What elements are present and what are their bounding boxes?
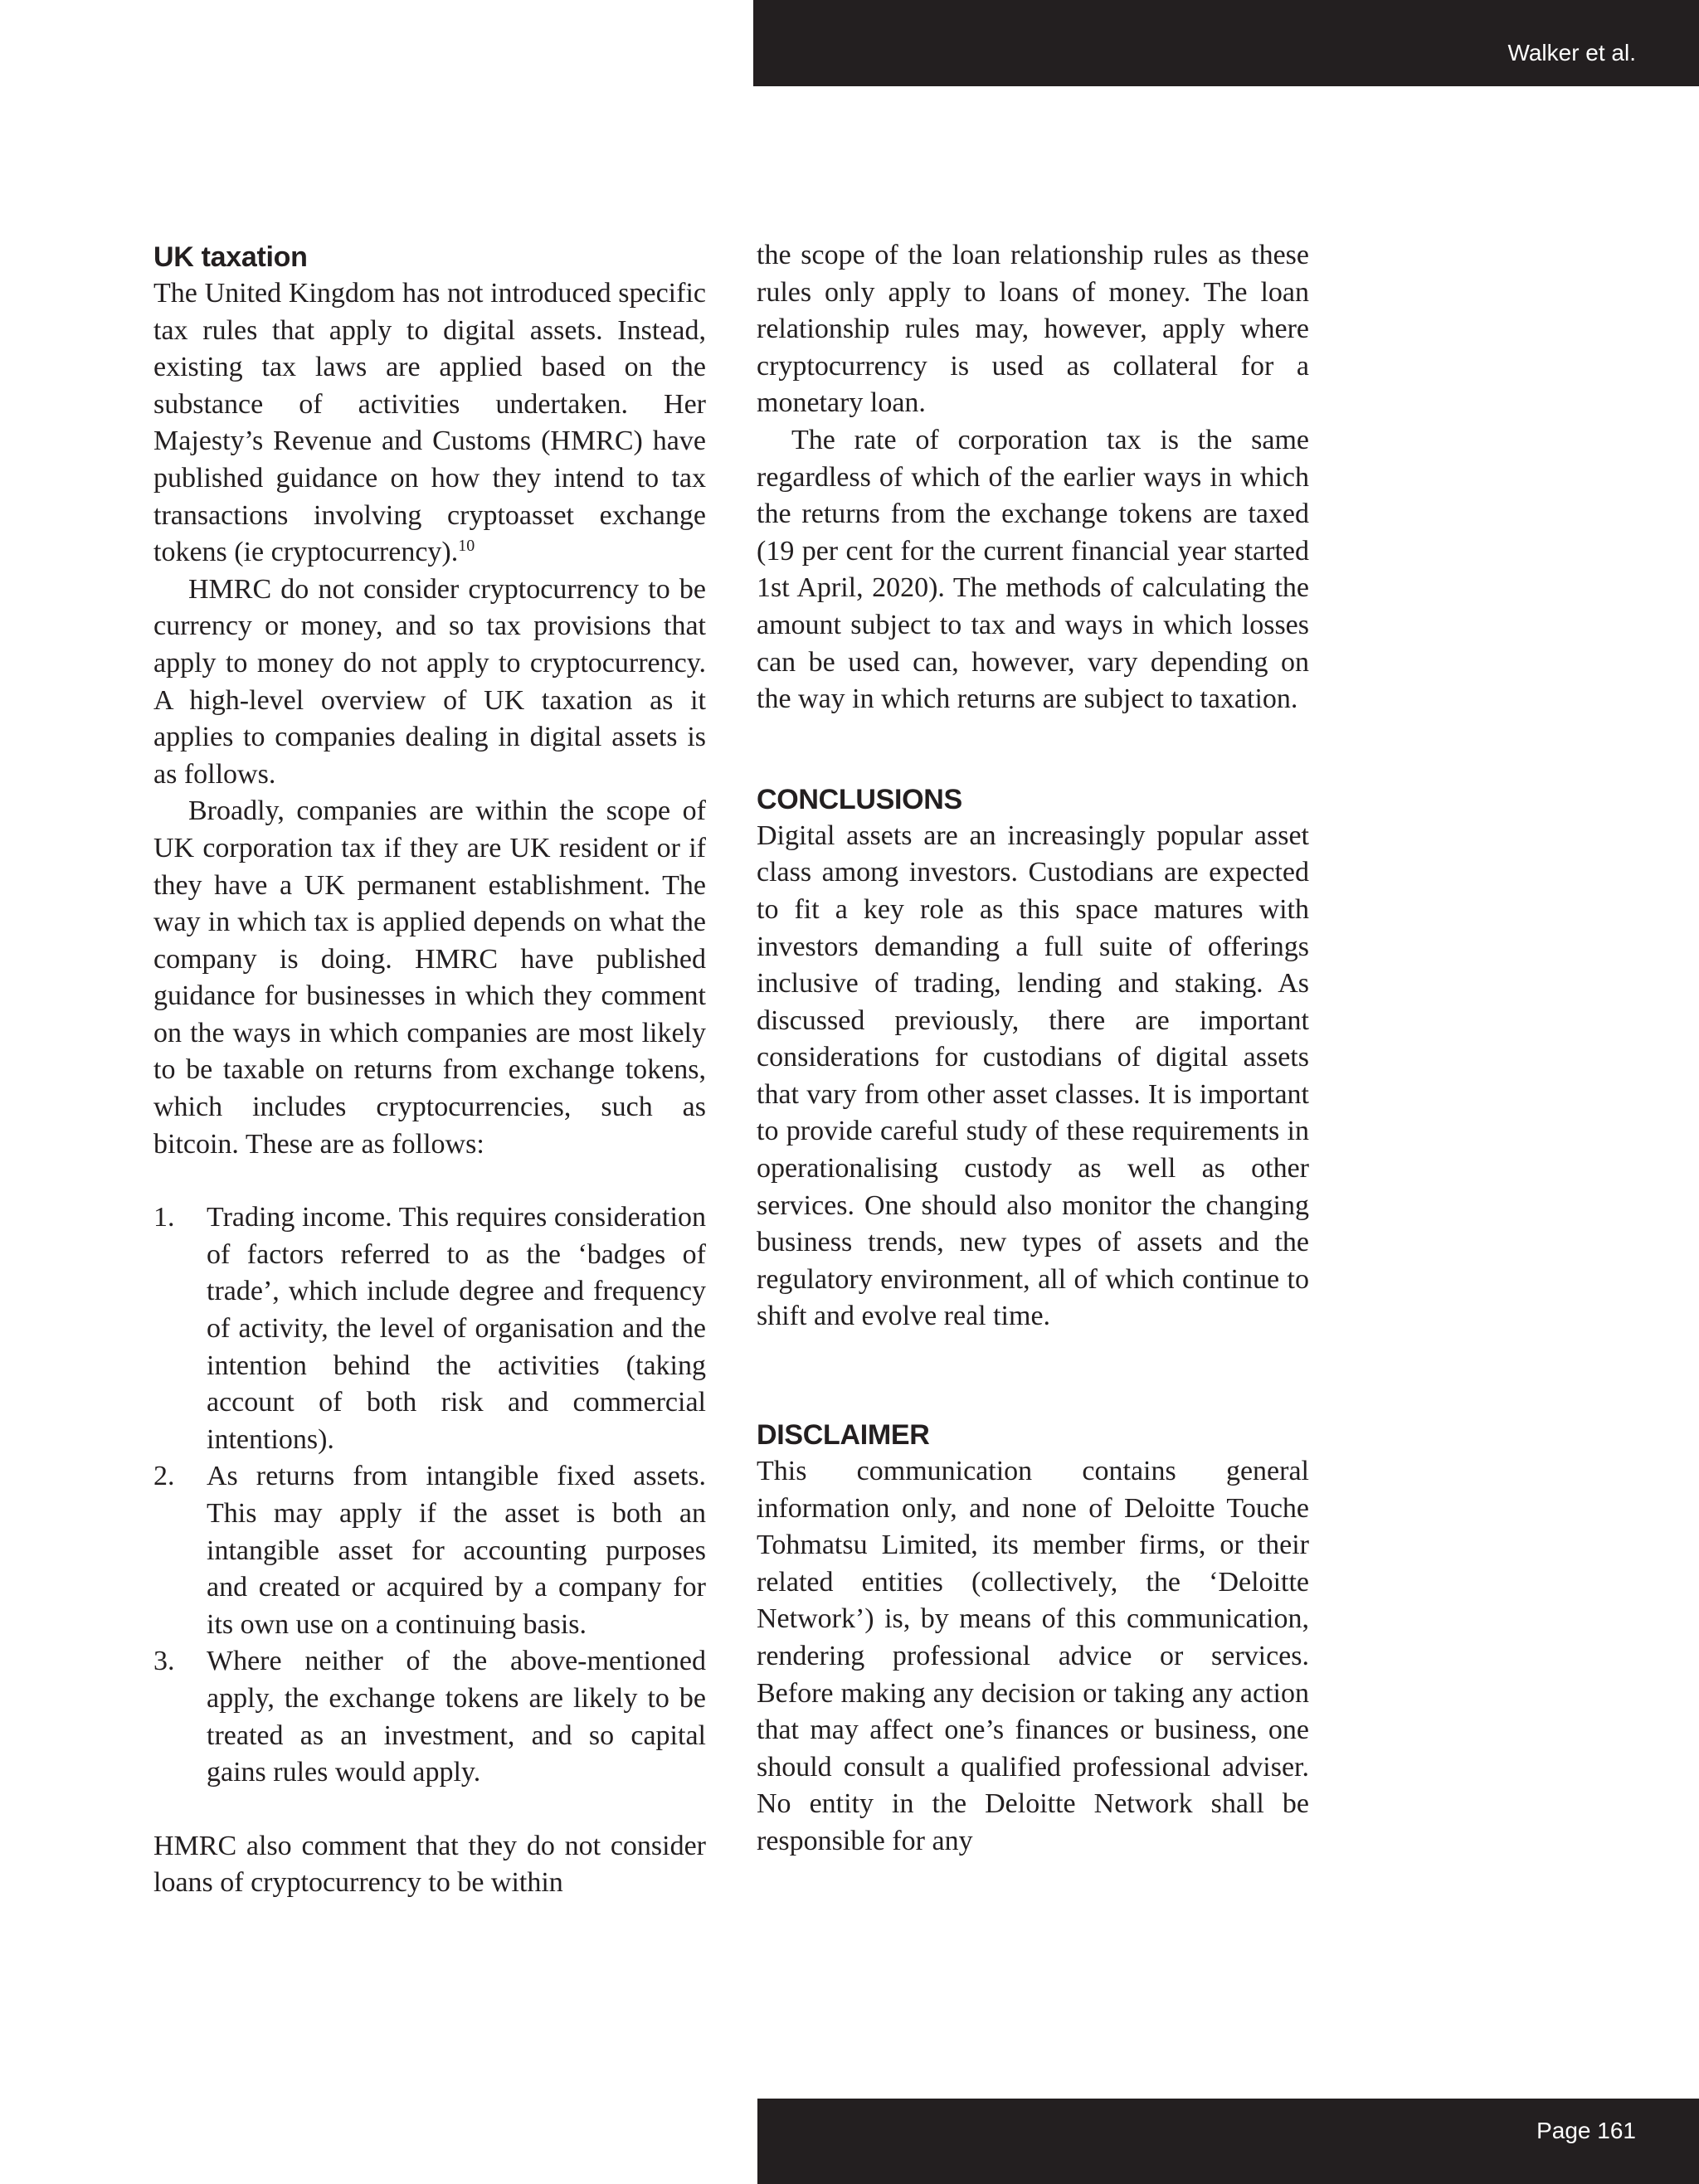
list-number: 1. (153, 1202, 175, 1233)
list-number: 3. (153, 1646, 175, 1677)
footnote-marker[interactable]: 10 (458, 537, 475, 556)
running-head: Walker et al. (1507, 40, 1636, 66)
right-column (757, 237, 1309, 1861)
page-number: Page 161 (1536, 2118, 1636, 2143)
continued-paragraph: the scope of the loan relationship rules as these rules only apply to loans of money. The loan relationship rules may, however, apply where cryptocurrency is used as collateral for a monetary loan. (757, 240, 1309, 419)
disclaimer-heading: DISCLAIMER (757, 1419, 930, 1452)
list-item (153, 1199, 706, 1458)
uk-taxation-paragraph-3: Broadly, companies are within the scope of UK corporation tax if they are UK resident or if they have a UK permanent establishment. The way in which tax is applied depends on what the company is doing. HMRC have published guidance for businesses in which they comment on the ways in which companies are most likely to be taxable on returns from exchange tokens, which includes cryptocurrencies, such as bitcoin. These are as follows: (153, 795, 706, 1160)
uk-taxation-paragraph-4: HMRC also comment that they do not consider loans of cryptocurrency to be within (153, 1830, 706, 1899)
list-item-text: Where neither of the above-mentioned apply, the exchange tokens are likely to be treated as an investment, and so capital gains rules would apply. (207, 1646, 706, 1788)
uk-taxation-paragraph-1 (153, 275, 706, 572)
list-item (153, 1643, 706, 1791)
list-item-text: As returns from intangible fixed assets. This may apply if the asset is both an intangible asset for accounting purposes and created or acquired by a company for its own use on a continuing basis. (207, 1461, 706, 1640)
uk-taxation-heading: UK taxation (153, 241, 308, 273)
list-item-text: Trading income. This requires consideration of factors referred to as the ‘badges of trade’, which include degree and frequency of activity, the level of organisation and the intention behind the activities (taking account of both risk and commercial intentions). (207, 1202, 706, 1455)
footer-bar (757, 2099, 1699, 2184)
conclusions-heading: CONCLUSIONS (757, 783, 962, 815)
conclusions-paragraph: Digital assets are an increasingly popular asset class among investors. Custodians are expected to fit a key role as this space matures with investors demanding a full suite of offerings inclusive of trading, lending and staking. As discussed previously, there are important considerations for custodians of digital assets that vary from other asset classes. It is important to provide careful study of these requirements in operationalising custody as well as other services. One should also monitor the changing business trends, new types of assets and the regulatory environment, all of which continue to shift and evolve real time. (757, 820, 1309, 1332)
list-number: 2. (153, 1461, 175, 1492)
paragraph-text: The United Kingdom has not introduced specific tax rules that apply to digital assets. Instead, existing tax laws are applied based on the substance of activities undertaken. Her Majesty’s Revenue and Customs (HMRC) have published guidance on how they intend to tax transactions involving cryptoasset exchange tokens (ie cryptocurrency). (153, 278, 706, 568)
tax-treatment-list (153, 1199, 706, 1792)
header-bar (753, 0, 1699, 86)
list-item (153, 1458, 706, 1643)
uk-taxation-paragraph-2: HMRC do not consider cryptocurrency to be currency or money, and so tax provisions that apply to money do not apply to cryptocurrency. A high-level overview of UK taxation as it applies to companies dealing in digital assets is as follows. (153, 573, 706, 790)
left-column (153, 239, 706, 1902)
corporation-tax-paragraph: The rate of corporation tax is the same regardless of which of the earlier ways in which the returns from the exchange tokens are taxed (19 per cent for the current financial year started 1st April, 2020). The methods of calculating the amount subject to tax and ways in which losses can be used can, however, vary depending on the way in which returns are subject to taxation. (757, 424, 1309, 715)
disclaimer-paragraph: This communication contains general information only, and none of Deloitte Touche Tohmatsu Limited, its member firms, or their related entities (collectively, the ‘Deloitte Network’) is, by means of this communication, rendering professional advice or services. Before making any decision or taking any action that may affect one’s finances or business, one should consult a qualified professional adviser. No entity in the Deloitte Network shall be responsible for any (757, 1456, 1309, 1856)
